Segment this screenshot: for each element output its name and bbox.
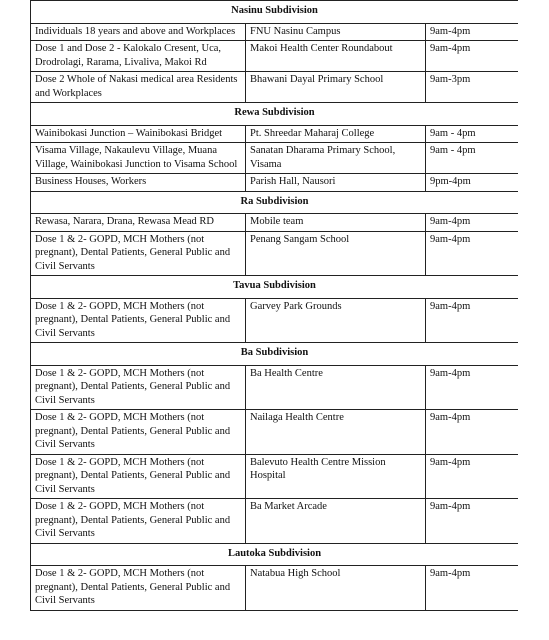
time-cell: 9am-4pm [426,23,519,41]
table-row [31,454,519,499]
time-cell: 9am-4pm [426,214,519,232]
table-row [31,499,519,544]
venue-cell: Ba Market Arcade [246,499,426,544]
section-header-tavua-subdivision [31,276,519,299]
target-group-cell: Visama Village, Nakaulevu Village, Muana Village, Wainibokasi Junction to Visama School [31,143,246,174]
target-group-cell: Dose 1 & 2- GOPD, MCH Mothers (not pregnant), Dental Patients, General Public and Civil Servants [31,566,246,611]
document-page [30,0,518,640]
time-cell: 9am-4pm [426,231,519,276]
venue-cell: Penang Sangam School [246,231,426,276]
section-title: Ra Subdivision [31,191,519,214]
target-group-cell: Wainibokasi Junction – Wainibokasi Bridget [31,125,246,143]
time-cell: 9am - 4pm [426,143,519,174]
table-row [31,566,519,611]
venue-cell: Sanatan Dharama Primary School, Visama [246,143,426,174]
time-cell: 9am-3pm [426,72,519,103]
section-title: Lautoka Subdivision [31,543,519,566]
section-title: Tavua Subdivision [31,276,519,299]
table-row [31,143,519,174]
time-cell: 9am - 4pm [426,125,519,143]
time-cell: 9am-4pm [426,499,519,544]
target-group-cell: Business Houses, Workers [31,174,246,192]
target-group-cell: Dose 1 and Dose 2 - Kalokalo Cresent, Uca, Drodrolagi, Rarama, Livaliva, Makoi Rd [31,41,246,72]
venue-cell: Bhawani Dayal Primary School [246,72,426,103]
venue-cell: Parish Hall, Nausori [246,174,426,192]
table-row [31,365,519,410]
table-row [31,72,519,103]
venue-cell: Nailaga Health Centre [246,410,426,455]
table-row [31,174,519,192]
target-group-cell: Dose 1 & 2- GOPD, MCH Mothers (not pregnant), Dental Patients, General Public and Civil Servants [31,410,246,455]
table-row [31,23,519,41]
target-group-cell: Dose 1 & 2- GOPD, MCH Mothers (not pregnant), Dental Patients, General Public and Civil Servants [31,454,246,499]
venue-cell: Balevuto Health Centre Mission Hospital [246,454,426,499]
section-header-ra-subdivision [31,191,519,214]
time-cell: 9am-4pm [426,365,519,410]
vaccination-schedule-table [30,0,518,611]
target-group-cell: Dose 1 & 2- GOPD, MCH Mothers (not pregnant), Dental Patients, General Public and Civil Servants [31,365,246,410]
schedule-body [31,1,519,611]
table-row [31,41,519,72]
venue-cell: Natabua High School [246,566,426,611]
target-group-cell: Dose 1 & 2- GOPD, MCH Mothers (not pregnant), Dental Patients, General Public and Civil Servants [31,231,246,276]
section-title: Nasinu Subdivision [31,1,519,24]
table-row [31,125,519,143]
venue-cell: Mobile team [246,214,426,232]
time-cell: 9am-4pm [426,298,519,343]
section-header-nasinu-subdivision [31,1,519,24]
table-row [31,231,519,276]
time-cell: 9am-4pm [426,566,519,611]
target-group-cell: Individuals 18 years and above and Workplaces [31,23,246,41]
venue-cell: Pt. Shreedar Maharaj College [246,125,426,143]
time-cell: 9am-4pm [426,454,519,499]
section-header-lautoka-subdivision [31,543,519,566]
section-title: Ba Subdivision [31,343,519,366]
table-row [31,214,519,232]
target-group-cell: Dose 1 & 2- GOPD, MCH Mothers (not pregnant), Dental Patients, General Public and Civil Servants [31,499,246,544]
target-group-cell: Dose 2 Whole of Nakasi medical area Residents and Workplaces [31,72,246,103]
target-group-cell: Dose 1 & 2- GOPD, MCH Mothers (not pregnant), Dental Patients, General Public and Civil Servants [31,298,246,343]
target-group-cell: Rewasa, Narara, Drana, Rewasa Mead RD [31,214,246,232]
table-row [31,298,519,343]
time-cell: 9am-4pm [426,41,519,72]
time-cell: 9pm-4pm [426,174,519,192]
venue-cell: FNU Nasinu Campus [246,23,426,41]
venue-cell: Garvey Park Grounds [246,298,426,343]
section-title: Rewa Subdivision [31,103,519,126]
venue-cell: Makoi Health Center Roundabout [246,41,426,72]
section-header-ba-subdivision [31,343,519,366]
venue-cell: Ba Health Centre [246,365,426,410]
time-cell: 9am-4pm [426,410,519,455]
table-row [31,410,519,455]
section-header-rewa-subdivision [31,103,519,126]
